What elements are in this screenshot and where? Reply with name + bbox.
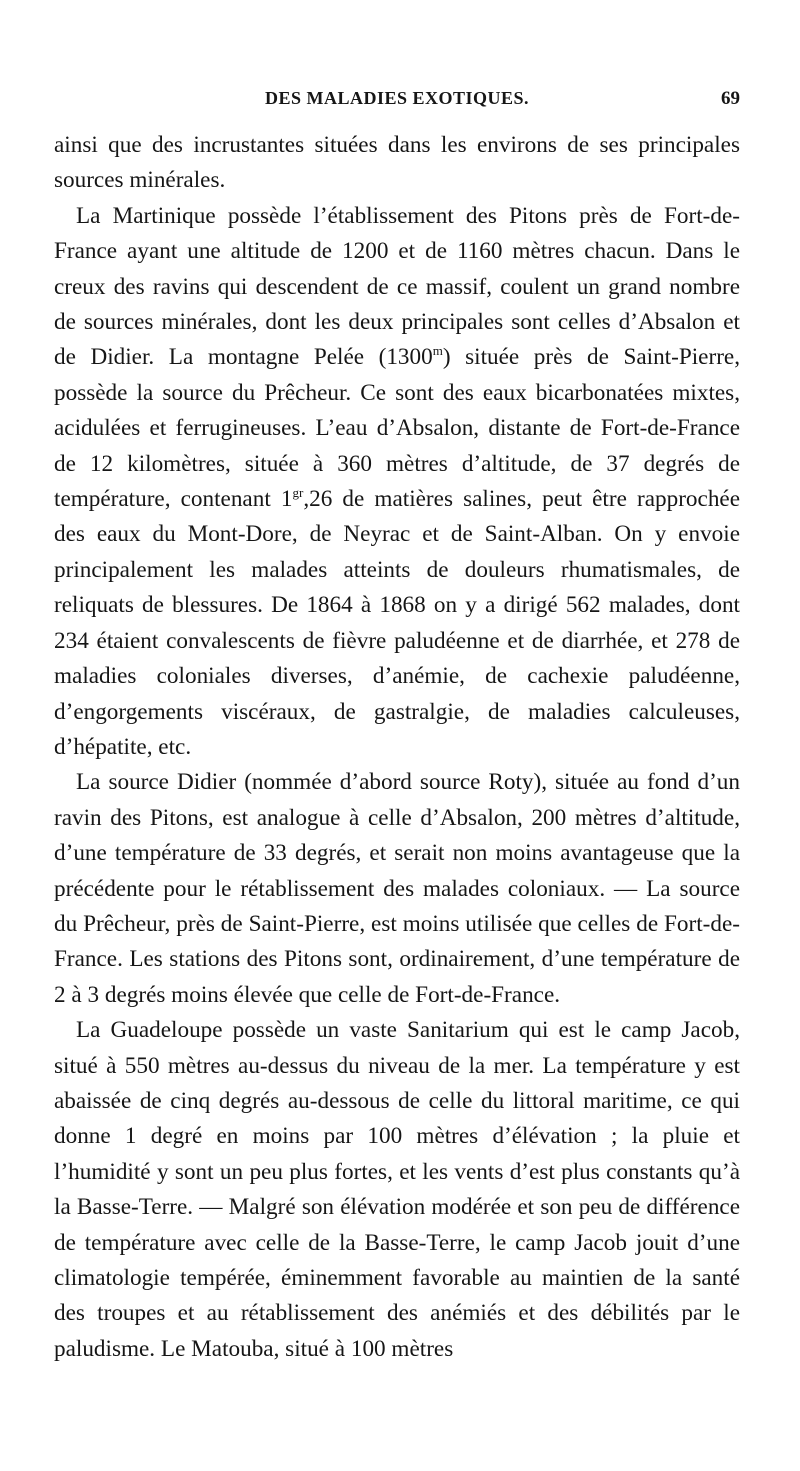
running-title: DES MALADIES EXOTIQUES. — [264, 88, 530, 108]
paragraph-continued: ainsi que des incrustantes situées dans les environs de ses principales sources minérales. — [54, 132, 740, 194]
body-text — [54, 128, 740, 1367]
superscript-unit: m — [432, 343, 443, 359]
paragraph-source-didier: La source Didier (nommée d’abord source Roty), située au fond d’un ravin des Pitons, est analogue à celle d’Absalon, 200 mètres d’altitude, d’une température de 33 degrés, et serait non moins avantageuse que la précédente pour le rétablissement des malades coloniaux. — La source du Prêcheur, près de Saint-Pierre, est moins utilisée que celles de Fort-de-France. Les stations des Pitons sont, ordinairement, d’une température de 2 à 3 degrés moins élevée que celle de Fort-de-France. — [54, 769, 740, 1008]
paragraph-guadeloupe: La Guadeloupe possède un vaste Sanitarium qui est le camp Jacob, situé à 550 mètres au-dessus du niveau de la mer. La température y est abaissée de cinq degrés au-dessous de celle du littoral maritime, ce qui donne 1 degré en moins par 100 mètres d’élévation ; la pluie et l’humidité y sont un peu plus fortes, et les vents d’est plus constants qu’à la Basse-Terre. — Malgré son élévation modérée et son peu de différence de température avec celle de la Basse-Terre, le camp Jacob jouit d’une climatologie tempérée, éminemment favorable au maintien de la santé des troupes et au rétablissement des anémiés et des débilités par le paludisme. Le Matouba, situé à 100 mètres — [54, 1017, 740, 1362]
running-header — [54, 88, 740, 116]
page-number: 69 — [721, 88, 740, 109]
superscript-unit: gr — [292, 485, 304, 501]
paragraph-text: La Martinique possède l’établissement des Pitons près de Fort-de-France ayant une altitude de 1200 et de 1160 mètres chacun. Dans le creux des ravins qui descendent de ce massif, coulent un grand nombre de sources minérales, dont les deux principales sont celles d’Absalon et de Didier. La montagne Pelée (1300 — [54, 202, 740, 371]
paragraph-text: ) située près de Saint-Pierre, possède la source du Prêcheur. Ce sont des eaux bicarbonatées mixtes, acidulées et ferrugineuses. L’eau d’Absalon, distante de Fort-de-France de 12 kilomètres, située à 360 mètres d’altitude, de 37 degrés de température, contenant 1 — [54, 344, 741, 513]
paragraph-text: ,26 de matières salines, peut être rapprochée des eaux du Mont-Dore, de Neyrac et de Saint-Alban. On y envoie principalement les malades atteints de douleurs rhumatismales, de reliquats de blessures. De 1864 à 1868 on y a dirigé 562 malades, dont 234 étaient convalescents de fièvre paludéenne et de diarrhée, et 278 de maladies coloniales diverses, d’anémie, de cachexie paludéenne, d’engorgements viscéraux, de gastralgie, de maladies calculeuses, d’hépatite, etc. — [54, 486, 740, 760]
paragraph-martinique — [54, 199, 740, 766]
